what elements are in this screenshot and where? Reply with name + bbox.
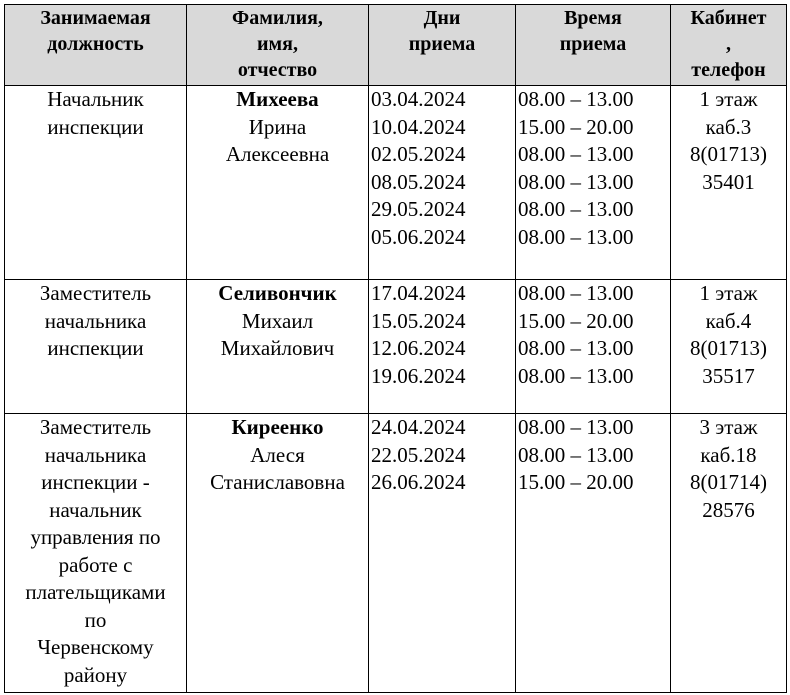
header-name: Фамилия, имя, отчество — [187, 5, 369, 86]
surname: Киреенко — [231, 415, 324, 439]
header-time: Время приема — [516, 5, 671, 86]
dates-cell: 24.04.2024 22.05.2024 26.06.2024 — [369, 414, 516, 693]
header-days: Дни приема — [369, 5, 516, 86]
room-cell: 3 этаж каб.18 8(01714) 28576 — [671, 414, 787, 693]
position-cell: Начальник инспекции — [5, 86, 187, 280]
table-row — [5, 280, 787, 414]
table-header-row — [5, 5, 787, 86]
position-cell: Заместитель начальника инспекции - начальник управления по работе с плательщиками по Червенскому району — [5, 414, 187, 693]
surname: Михеева — [236, 87, 319, 111]
position-cell: Заместитель начальника инспекции — [5, 280, 187, 414]
name-cell: Михеева Ирина Алексеевна — [187, 86, 369, 280]
header-position: Занимаемая должность — [5, 5, 187, 86]
dates-cell: 03.04.2024 10.04.2024 02.05.2024 08.05.2024 29.05.2024 05.06.2024 — [369, 86, 516, 280]
table-row — [5, 414, 787, 693]
dates-cell: 17.04.2024 15.05.2024 12.06.2024 19.06.2024 — [369, 280, 516, 414]
room-cell: 1 этаж каб.4 8(01713) 35517 — [671, 280, 787, 414]
table-row — [5, 86, 787, 280]
name-cell: Селивончик Михаил Михайлович — [187, 280, 369, 414]
surname: Селивончик — [218, 281, 337, 305]
room-cell: 1 этаж каб.3 8(01713) 35401 — [671, 86, 787, 280]
name-cell: Киреенко Алеся Станиславовна — [187, 414, 369, 693]
times-cell: 08.00 – 13.00 15.00 – 20.00 08.00 – 13.00 08.00 – 13.00 — [516, 280, 671, 414]
times-cell: 08.00 – 13.00 15.00 – 20.00 08.00 – 13.00 08.00 – 13.00 08.00 – 13.00 08.00 – 13.00 — [516, 86, 671, 280]
times-cell: 08.00 – 13.00 08.00 – 13.00 15.00 – 20.00 — [516, 414, 671, 693]
reception-schedule-table — [4, 4, 787, 693]
header-room: Кабинет , телефон — [671, 5, 787, 86]
